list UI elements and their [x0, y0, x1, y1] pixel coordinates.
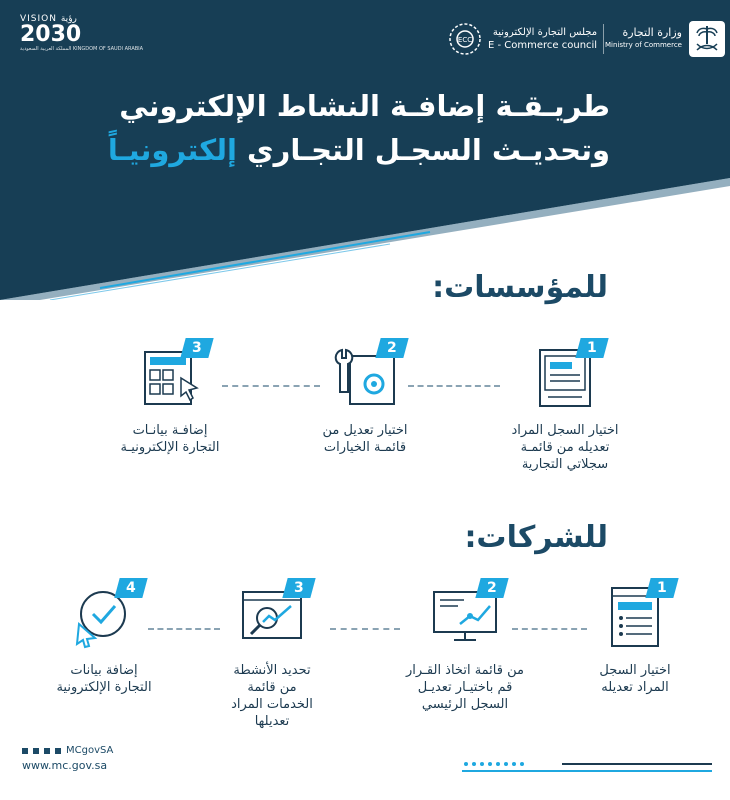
ecc-name-en: E - Commerce council [488, 40, 598, 51]
vision-2030-logo [20, 14, 143, 52]
form-list-icon [600, 582, 670, 652]
title-highlight: إلكترونيـاً [107, 133, 237, 167]
title-line-2 [50, 128, 610, 172]
monitor-chart-icon [430, 582, 500, 652]
step-number-badge: 1 [645, 578, 678, 598]
page-title [50, 84, 610, 172]
document-list-icon [530, 342, 600, 412]
vision-year: 2030 [20, 22, 82, 47]
palm-swords-emblem-icon [688, 20, 726, 58]
company-step-2 [380, 582, 550, 713]
footer [22, 745, 113, 772]
step-number-badge: 3 [282, 578, 315, 598]
step-number-badge: 4 [114, 578, 147, 598]
step-label: إضافة بيانات التجارة الإلكترونية [56, 663, 152, 695]
establishment-step-3 [100, 342, 240, 456]
vision-label: VISION رؤية [20, 14, 77, 24]
companies-heading: للشركات: [464, 520, 608, 555]
decorative-dots [462, 760, 712, 774]
step-number-badge: 2 [475, 578, 508, 598]
ecc-emblem-icon [448, 22, 482, 56]
company-step-1 [570, 582, 700, 696]
moc-name-en: Ministry of Commerce [605, 41, 682, 49]
instagram-icon[interactable] [44, 748, 50, 754]
browser-search-icon [237, 582, 307, 652]
company-step-3 [212, 582, 332, 730]
establishment-step-2 [300, 342, 430, 456]
step-number-badge: 1 [575, 338, 608, 358]
social-handle[interactable]: MCgovSA [66, 745, 114, 756]
ministry-of-commerce-logo [605, 20, 726, 58]
ecommerce-council-logo [448, 22, 604, 56]
title-line-2-text: وتحديـث السجـل التجـاري [236, 133, 610, 167]
step-label: اختيار السجل المراد تعديله [599, 663, 671, 695]
moc-name-ar: وزارة التجارة [622, 26, 682, 39]
step-number-badge: 3 [180, 338, 213, 358]
youtube-icon[interactable] [22, 748, 28, 754]
website-link[interactable]: www.mc.gov.sa [22, 759, 108, 772]
svg-text:ECC: ECC [457, 36, 473, 44]
step-label: تحديد الأنشطة من قائمة الخدمات المراد تعديلها [231, 663, 313, 729]
step-label: إضافـة بيانـات التجارة الإلكترونيـة [120, 423, 220, 455]
company-step-4 [34, 582, 174, 696]
title-line-1: طريـقـة إضافـة النشاط الإلكتروني [119, 89, 610, 123]
ecc-name-ar: مجلس التجارة الإلكترونية [492, 27, 598, 38]
vision-kingdom: المملكة العربية السعودية KINGDOM OF SAUDI ARABIA [20, 46, 144, 52]
wrench-gear-icon [330, 342, 400, 412]
check-cursor-icon [69, 582, 139, 652]
facebook-icon[interactable] [33, 748, 39, 754]
twitter-icon[interactable] [55, 748, 61, 754]
step-label: من قائمة اتخاذ القـرار قم باختيـار تعديـل السجل الرئيسي [406, 663, 524, 712]
step-label: اختيار تعديل من قائمـة الخيارات [322, 423, 408, 455]
establishments-heading: للمؤسسات: [432, 270, 608, 305]
establishment-step-1 [490, 342, 640, 473]
calculator-click-icon [135, 342, 205, 412]
step-label: اختيار السجل المراد تعديله من قائمـة سجلاتي التجارية [511, 423, 619, 472]
step-number-badge: 2 [375, 338, 408, 358]
